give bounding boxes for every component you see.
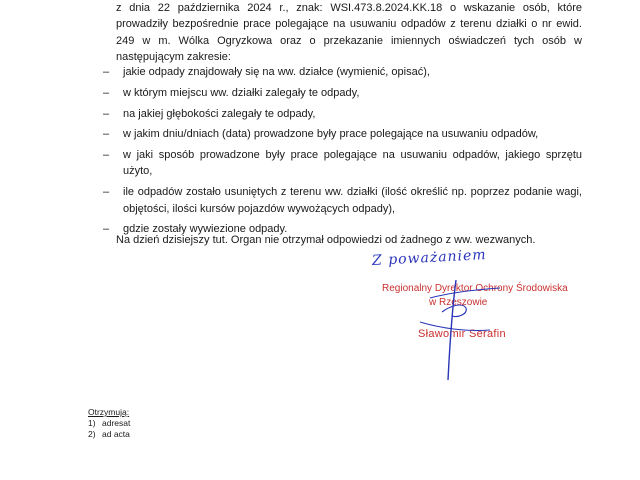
signature-scribble-icon	[370, 250, 600, 385]
intro-text: z dnia 22 października 2024 r., znak: WSI.473.8.2024.KK.18 o wskazanie osób, które prowadziły bezpośrednie prace polegające na usuwaniu odpadów z terenu działki o nr ewid. 249 w m. Wólka Ogryzkowa oraz o przekazanie imiennych oświadczeń tych osób w następującym zakresie:	[116, 2, 582, 63]
bullet-dash: –	[103, 107, 110, 120]
bullet-dash: –	[103, 66, 110, 78]
list-item	[0, 64, 582, 80]
requirements-list	[0, 64, 640, 242]
handwritten-greeting: Z poważaniem	[371, 247, 488, 269]
intro-paragraph	[116, 0, 582, 65]
recipients-block	[88, 407, 130, 440]
closing-statement: Na dzień dzisiejszy tut. Organ nie otrzymał odpowiedzi od żadnego z ww. wezwanych.	[116, 234, 536, 246]
list-item	[88, 429, 130, 440]
list-item-text: gdzie zostały wywiezione odpady.	[123, 223, 288, 236]
recipients-list	[88, 418, 130, 440]
list-item-text: ile odpadów zostało usuniętych z terenu ww. działki (ilość określić np. poprzez podanie wagi, objętości, ilości kursów pojazdów wywożących odpady),	[123, 186, 582, 215]
item-number: 2)	[88, 429, 96, 439]
stamp-title: Regionalny Dyrektor Ochrony Środowiska	[382, 283, 568, 294]
item-text: ad acta	[102, 429, 130, 439]
list-item-text: jakie odpady znajdowały się na ww. działce (wymienić, opisać),	[123, 66, 430, 78]
bullet-dash: –	[103, 86, 110, 99]
item-text: adresat	[102, 418, 131, 428]
list-item	[0, 126, 582, 142]
bullet-dash: –	[103, 128, 110, 141]
list-item-text: w jaki sposób prowadzone były prace polegające na usuwaniu odpadów, jakiego sprzętu użyto,	[123, 149, 582, 178]
bullet-dash: –	[103, 186, 110, 199]
list-item-text: na jakiej głębokości zalegały te odpady,	[123, 107, 316, 120]
list-item-text: w którym miejscu ww. działki zalegały te odpady,	[123, 86, 360, 99]
list-item	[0, 85, 582, 101]
list-item-text: w jakim dniu/dniach (data) prowadzone były prace polegające na usuwaniu odpadów,	[123, 128, 539, 141]
recipients-heading: Otrzymują:	[88, 407, 130, 417]
stamp-location: w Rzeszowie	[429, 297, 488, 308]
list-item	[0, 147, 582, 180]
signature-block	[370, 247, 600, 385]
bullet-dash: –	[103, 149, 110, 162]
signatory-name: Sławomir Serafin	[418, 328, 506, 340]
item-number: 1)	[88, 418, 96, 428]
list-item	[88, 418, 130, 429]
list-item	[0, 106, 582, 122]
list-item	[0, 184, 582, 217]
bullet-dash: –	[103, 223, 110, 236]
